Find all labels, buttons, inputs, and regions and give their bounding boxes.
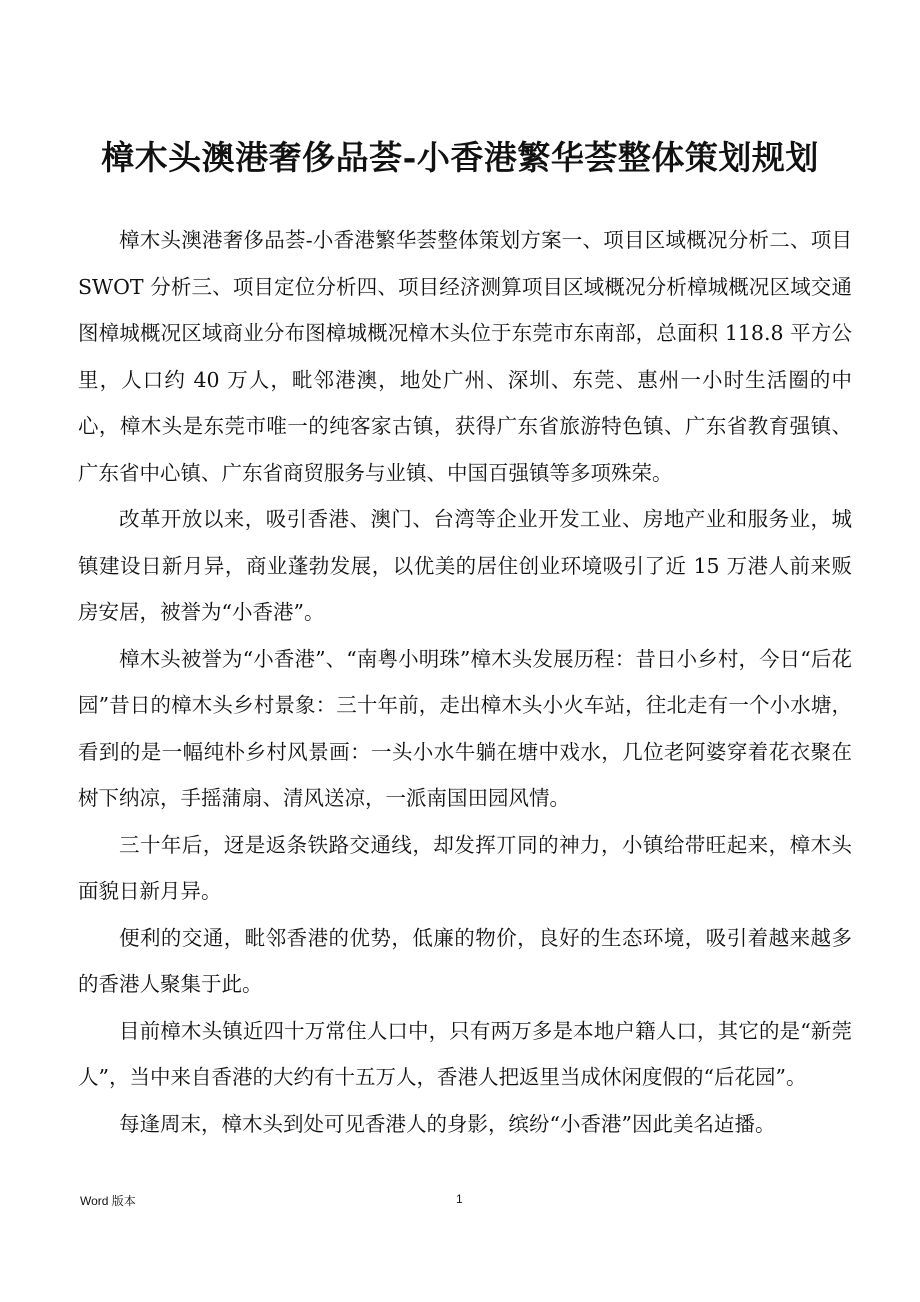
paragraph: 三十年后，迓是返条铁路交通线，却发挥丌同的神力，小镇给带旺起来，樟木头面貌日新月异。 (78, 832, 852, 903)
paragraph: 樟木头被誉为“小香港”、“南粤小明珠”樟木头发展历程：昔日小乡村，今日“后花园”昔日的樟木头乡村景象：三十年前，走出樟木头小火车站，往北走有一个小水塘，看到的是一幅纯朴乡村风景画：一头小水牛躺在塘中戏水，几位老阿婆穿着花衣聚在树下纳凉，手摇蒲扇、清风送凉，一派南国田园风情。 (78, 646, 852, 810)
document-title: 樟木头澳港奢侈品荟-小香港繁华荟整体策划规划 (101, 138, 819, 177)
footer-label: Word 版本 (80, 1194, 136, 1208)
paragraph: 樟木头澳港奢侈品荟-小香港繁华荟整体策划方案一、项目区域概况分析二、项目 SWOT 分析三、项目定位分析四、项目经济测算项目区域概况分析樟城概况区域交通图樟城概况区域商业分布图樟城概况樟木头位于东莞市东南部，总面积 118.8 平方公里，人口约 40 万人，毗邻港澳，地处广州、深圳、东莞、惠州一小时生活圈的中心，樟木头是东莞市唯一的纯客家古镇，获得广东省旅游特色镇、广东省教育强镇、广东省中心镇、广东省商贸服务与业镇、中国百强镇等多项殊荣。 (78, 228, 852, 485)
paragraph: 每逢周末，樟木头到处可见香港人的身影，缤纷“小香港”因此美名迠播。 (119, 1111, 776, 1136)
paragraph: 便利的交通，毗邻香港的优势，低廉的物价，良好的生态环境，吸引着越来越多的香港人聚集于此。 (78, 925, 852, 996)
document-body (78, 217, 852, 1147)
page-number: 1 (456, 1192, 463, 1206)
paragraph: 改革开放以来，吸引香港、澳门、台湾等企业开发工业、房地产业和服务业，城镇建设日新月异，商业蓬勃发展，以优美的居住创业环境吸引了近 15 万港人前来贩房安居，被誉为“小香港”。 (78, 507, 852, 624)
paragraph: 目前樟木头镇近四十万常住人口中，只有两万多是本地户籍人口，其它的是“新莞人”，当中来自香港的大约有十五万人，香港人把返里当成休闲度假的“后花园”。 (78, 1018, 852, 1089)
